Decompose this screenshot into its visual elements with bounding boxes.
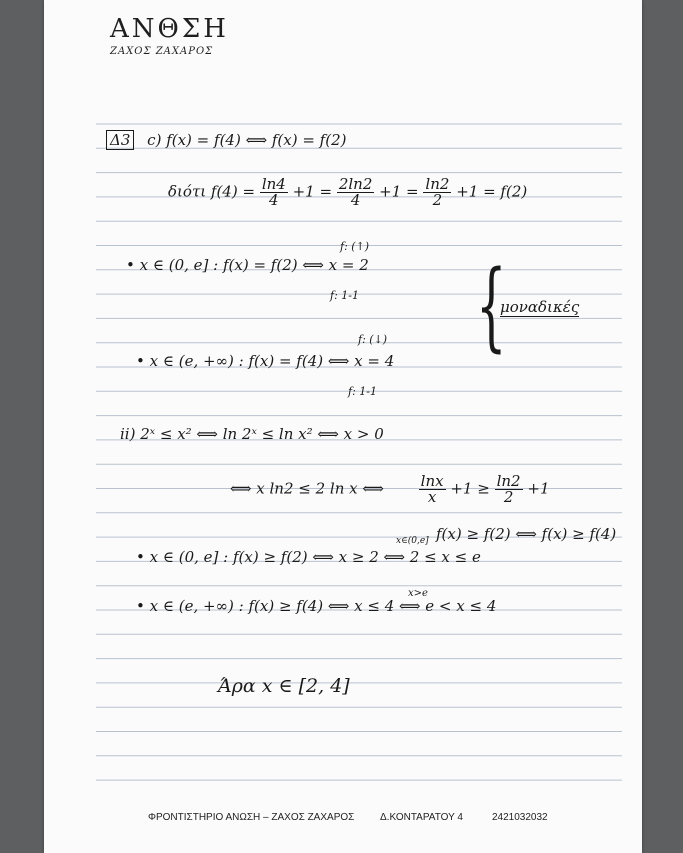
fraction-ln4: $\frac{\ln 4}{4}$ bbox=[261, 175, 286, 209]
note-f-increasing: f: (↑) bbox=[340, 240, 370, 253]
line-5: ii) 2ˣ ≤ x² ⟺ ln 2ˣ ≤ ln x² ⟺ x > 0 bbox=[120, 425, 384, 443]
note-domain-2: x>e bbox=[408, 588, 428, 599]
footer-address: Δ.ΚΟΝΤΑΡΑΤΟΥ 4 bbox=[380, 812, 463, 823]
notebook-page bbox=[44, 0, 642, 853]
logo-subtitle: ΖΑΧΟΣ ΖΑΧΑΡΟΣ bbox=[110, 46, 214, 57]
note-one-to-one-1: f: 1-1 bbox=[330, 289, 359, 302]
footer-school: ΦΡΟΝΤΙΣΤΗΡΙΟ ΑΝΩΣΗ – ΖΑΧΟΣ ΖΑΧΑΡΟΣ bbox=[148, 812, 355, 823]
footer-phone: 2421032032 bbox=[492, 812, 548, 823]
brace: { bbox=[476, 250, 507, 362]
line-6-middle: +1 ≥ bbox=[450, 479, 490, 498]
line-2-end: +1 = f(2) bbox=[456, 182, 528, 201]
note-domain-1: x∈(0,e] bbox=[396, 536, 429, 546]
line-2-start: διότι f(4) = bbox=[168, 182, 256, 201]
fraction-2ln2: $\frac{2\ln 2}{4}$ bbox=[338, 175, 373, 209]
line-1 bbox=[106, 131, 346, 149]
fraction-ln2: $\frac{\ln 2}{2}$ bbox=[425, 175, 450, 209]
note-one-to-one-2: f: 1-1 bbox=[348, 385, 377, 398]
line-6 bbox=[230, 474, 550, 505]
fraction-lnx-over-x: $\frac{\ln x}{x}$ bbox=[420, 472, 444, 506]
line-7: f(x) ≥ f(2) ⟺ f(x) ≥ f(4) bbox=[436, 525, 617, 543]
note-f-decreasing: f: (↓) bbox=[358, 333, 388, 346]
question-label: Δ3 bbox=[106, 130, 134, 150]
line-4: • x ∈ (e, +∞) : f(x) = f(4) ⟺ x = 4 bbox=[136, 352, 395, 370]
plus-one-2: +1 = bbox=[379, 182, 419, 201]
line-8: • x ∈ (0, e] : f(x) ≥ f(2) ⟺ x ≥ 2 ⟺ 2 ≤ x ≤ e bbox=[136, 548, 481, 566]
fraction-ln2-over-2: $\frac{\ln 2}{2}$ bbox=[496, 472, 521, 506]
line-3: • x ∈ (0, e] : f(x) = f(2) ⟺ x = 2 bbox=[126, 256, 369, 274]
plus-one: +1 = bbox=[292, 182, 333, 201]
line-9: • x ∈ (e, +∞) : f(x) ≥ f(4) ⟺ x ≤ 4 ⟺ e < x ≤ 4 bbox=[136, 597, 497, 615]
logo-title: ΑΝΘΣΗ bbox=[110, 14, 229, 44]
line-6-end: +1 bbox=[527, 479, 550, 498]
conclusion: Άρα x ∈ [2, 4] bbox=[218, 675, 350, 697]
line-2 bbox=[168, 177, 527, 208]
brace-label: μοναδικές bbox=[500, 298, 580, 316]
line-1-text: c) f(x) = f(4) ⟺ f(x) = f(2) bbox=[147, 131, 347, 149]
line-6-start: ⟺ x ln2 ≤ 2 ln x ⟺ bbox=[230, 479, 384, 498]
